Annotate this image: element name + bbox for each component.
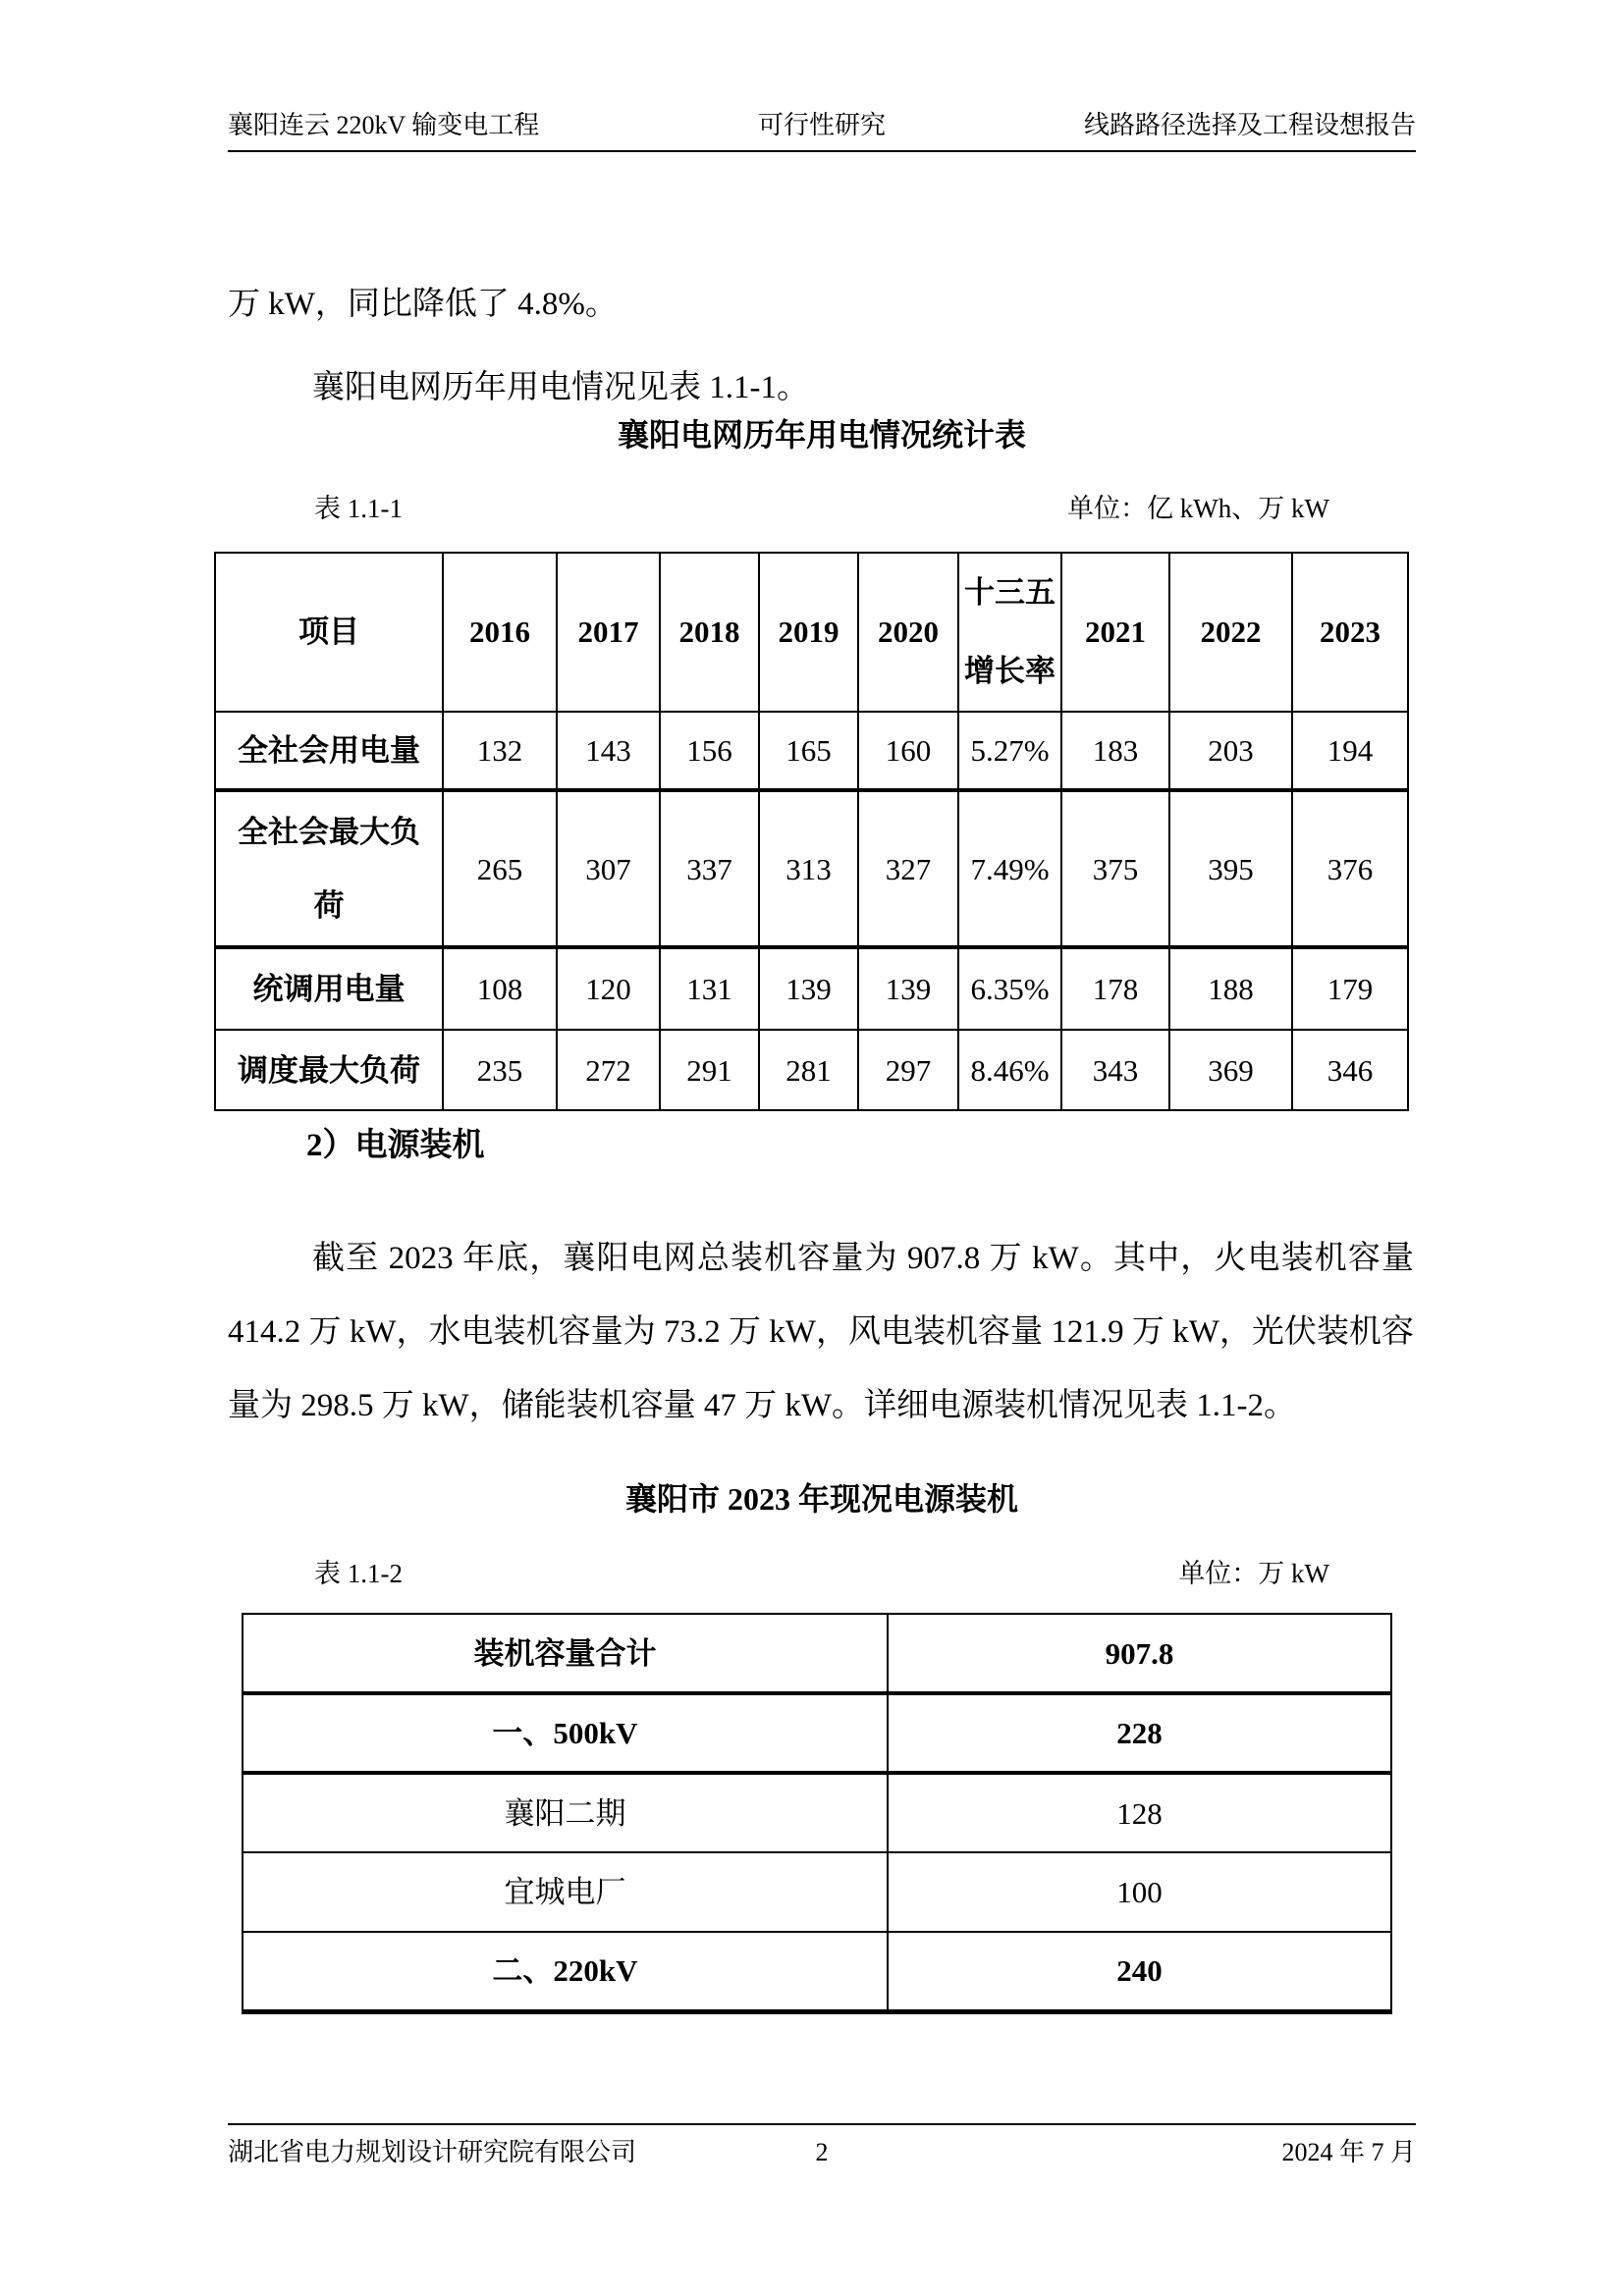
cell: 228 [888,1693,1391,1773]
col-header-2017: 2017 [557,553,660,712]
col-header-2023: 2023 [1292,553,1408,712]
cell: 375 [1061,790,1169,947]
cell: 160 [858,712,958,790]
row-label: 调度最大负荷 [215,1030,443,1110]
cell: 183 [1061,712,1169,790]
cell: 313 [759,790,858,947]
footer-company-name: 湖北省电力规划设计研究院有限公司 [228,2138,637,2166]
table1-unit: 单位：亿 kWh、万 kW [1067,494,1329,523]
paragraph-installed-capacity: 截至 2023 年底，襄阳电网总装机容量为 907.8 万 kW。其中，火电装机容量 414.2 万 kW，水电装机容量为 73.2 万 kW，风电装机容量 121.9 万 kW，光伏装机容量为 298.5 万 kW，储能装机容量 47 万 kW。详细电源装机情况见表 1.1-2。 [228,1241,1414,1423]
table1-label: 表 1.1-1 [314,494,403,523]
col-header-13th-growth: 十三五增长率 [958,553,1061,712]
col-header-2020: 2020 [858,553,958,712]
table-header-row [215,553,1408,712]
cell: 179 [1292,947,1408,1030]
cell: 5.27% [958,712,1061,790]
row-label: 全社会用电量 [215,712,443,790]
cell: 8.46% [958,1030,1061,1110]
cell: 156 [660,712,759,790]
table1-title: 襄阳电网历年用电情况统计表 [617,417,1026,453]
table-row [215,790,1408,947]
cell: 265 [443,790,557,947]
col-header-2022: 2022 [1169,553,1292,712]
row-label: 全社会最大负荷 [215,790,443,947]
cell: 327 [858,790,958,947]
cell: 369 [1169,1030,1292,1110]
col-header-item: 项目 [215,553,443,712]
cell: 165 [759,712,858,790]
cell: 120 [557,947,660,1030]
cell: 240 [888,1932,1391,2011]
row-label: 二、220kV [243,1932,888,2011]
table-row-220kv [243,1932,1391,2011]
cell: 100 [888,1852,1391,1932]
table-row-total [243,1614,1391,1693]
page-header [228,110,1416,152]
cell: 7.49% [958,790,1061,947]
installed-capacity-table [242,1613,1392,2014]
power-consumption-table [214,552,1409,1111]
table-row-500kv [243,1693,1391,1773]
cell: 297 [858,1030,958,1110]
cell: 132 [443,712,557,790]
table2-title: 襄阳市 2023 年现况电源装机 [624,1481,1018,1517]
table2-unit: 单位：万 kW [1178,1559,1329,1588]
section-heading-power-installed: 2）电源装机 [306,1128,485,1163]
cell: 194 [1292,712,1408,790]
table-row-xiangyang2 [243,1773,1391,1852]
paragraph-table1-intro: 襄阳电网历年用电情况见表 1.1-1。 [312,370,809,405]
table2-meta [228,1554,1416,1593]
cell: 907.8 [888,1614,1391,1693]
cell: 203 [1169,712,1292,790]
page-footer [228,2123,1416,2168]
col-header-2016: 2016 [443,553,557,712]
table-row-yicheng [243,1852,1391,1932]
cell: 307 [557,790,660,947]
header-report-title: 线路路径选择及工程设想报告 [1083,111,1416,139]
row-label: 统调用电量 [215,947,443,1030]
cell: 143 [557,712,660,790]
cell: 337 [660,790,759,947]
cell: 376 [1292,790,1408,947]
cell: 235 [443,1030,557,1110]
cell: 281 [759,1030,858,1110]
header-doc-type: 可行性研究 [757,111,886,139]
col-header-2018: 2018 [660,553,759,712]
col-header-2021: 2021 [1061,553,1169,712]
col-header-2019: 2019 [759,553,858,712]
row-label: 装机容量合计 [243,1614,888,1693]
table-row [215,1030,1408,1110]
cell: 188 [1169,947,1292,1030]
table-row [215,712,1408,790]
footer-date: 2024 年 7 月 [1281,2138,1417,2166]
paragraph-continuation: 万 kW，同比降低了 4.8%。 [228,287,618,322]
table2-label: 表 1.1-2 [314,1559,403,1588]
cell: 291 [660,1030,759,1110]
cell: 108 [443,947,557,1030]
cell: 6.35% [958,947,1061,1030]
header-project-title: 襄阳连云 220kV 输变电工程 [228,111,540,139]
row-label: 宜城电厂 [243,1852,888,1932]
row-label: 襄阳二期 [243,1773,888,1852]
table1-meta [228,489,1416,528]
cell: 272 [557,1030,660,1110]
cell: 346 [1292,1030,1408,1110]
row-label: 一、500kV [243,1693,888,1773]
cell: 395 [1169,790,1292,947]
cell: 139 [759,947,858,1030]
cell: 131 [660,947,759,1030]
cell: 128 [888,1773,1391,1852]
cell: 343 [1061,1030,1169,1110]
cell: 139 [858,947,958,1030]
cell: 178 [1061,947,1169,1030]
table-row [215,947,1408,1030]
footer-page-number: 2 [815,2138,829,2166]
